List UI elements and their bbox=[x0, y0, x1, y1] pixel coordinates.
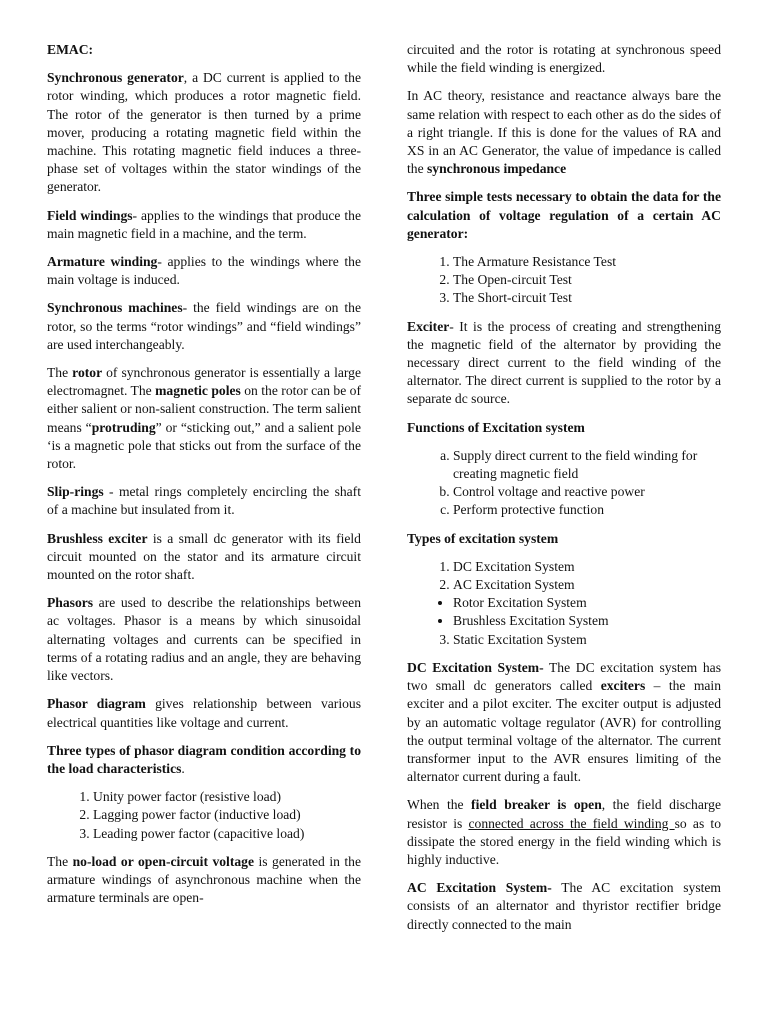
list-phasor-conditions bbox=[47, 788, 361, 843]
list-item: • Rotor Excitation System bbox=[453, 594, 721, 612]
paragraph-phasor-diagram: Phasor diagram gives relationship between various electrical quantities like voltage and current. bbox=[47, 696, 361, 730]
list-excitation-types bbox=[407, 558, 721, 649]
right-column bbox=[407, 41, 721, 944]
paragraph-ac-theory: In AC theory, resistance and reactance always bare the same relation with respect to each other as do the sides of a right triangle. If this is done for the values of RA and XS in an AC Generator, the value of impedance is called the synchronous impedance bbox=[407, 88, 721, 177]
paragraph-continuation: circuited and the rotor is rotating at synchronous speed while the field winding is energized. bbox=[407, 42, 721, 76]
paragraph-ac-excitation: AC Excitation System- The AC excitation system consists of an alternator and thyristor rectifier bridge directly connected to the main bbox=[407, 880, 721, 932]
heading-functions: Functions of Excitation system bbox=[407, 419, 585, 435]
list-types-bullets bbox=[407, 594, 721, 630]
list-item: 1. DC Excitation System bbox=[453, 558, 721, 576]
list-item: 2. Lagging power factor (inductive load) bbox=[93, 806, 361, 824]
list-types-part-b bbox=[407, 631, 721, 649]
list-item: 1. Unity power factor (resistive load) bbox=[93, 788, 361, 806]
paragraph-synchronous-generator: Synchronous generator, a DC current is applied to the rotor winding, which produces a rotor magnetic field. The rotor of the generator is then turned by a prime mover, producing a rotating magnetic field within the machine. This rotating magnetic field induces a three-phase set of voltages within the stator windings of the generator. bbox=[47, 70, 361, 195]
heading-types: Types of excitation system bbox=[407, 530, 559, 546]
list-item: • Brushless Excitation System bbox=[453, 612, 721, 630]
page-title: EMAC: bbox=[47, 42, 94, 57]
list-item: 3. Leading power factor (capacitive load) bbox=[93, 825, 361, 843]
list-item: c. Perform protective function bbox=[453, 501, 721, 519]
paragraph-field-breaker: When the field breaker is open, the field discharge resistor is connected across the field winding so as to dissipate the stored energy in the field winding which is highly inductive. bbox=[407, 797, 722, 867]
list-item: 3. The Short-circuit Test bbox=[453, 289, 721, 307]
paragraph-exciter: Exciter- It is the process of creating and strengthening the magnetic field of the alternator by providing the necessary direct current to the field winding of the alternator. The direct current is supplied to the rotor by a separate dc source. bbox=[407, 318, 721, 407]
list-item: 1. The Armature Resistance Test bbox=[453, 253, 721, 271]
list-item: 3. Static Excitation System bbox=[453, 631, 721, 649]
list-item: 2. The Open-circuit Test bbox=[453, 271, 721, 289]
left-column bbox=[47, 41, 361, 917]
paragraph-dc-excitation: DC Excitation System- The DC excitation system has two small dc generators called exciters – the main exciter and a pilot exciter. The exciter output is adjusted by an automatic voltage regulator (AVR) for controlling the output terminal voltage of the alternator. The current transformer input to the AVR ensures limiting of the alternator current during a fault. bbox=[407, 659, 721, 785]
list-item: a. Supply direct current to the field winding for creating magnetic field bbox=[453, 447, 721, 483]
heading-three-types: Three types of phasor diagram condition according to the load characteristics. bbox=[47, 742, 361, 776]
paragraph-slip-rings: Slip-rings - metal rings completely encircling the shaft of a machine but insulated from it. bbox=[47, 484, 361, 518]
paragraph-field-windings: Field windings- applies to the windings that produce the main magnetic field in a machine, and the term. bbox=[47, 207, 361, 241]
paragraph-no-load: The no-load or open-circuit voltage is generated in the armature windings of asynchronous machine when the armature terminals are open- bbox=[47, 853, 361, 906]
paragraph-armature-winding: Armature winding- applies to the windings where the main voltage is induced. bbox=[47, 254, 361, 288]
list-item: b. Control voltage and reactive power bbox=[453, 483, 721, 501]
paragraph-phasors: Phasors are used to describe the relationships between ac voltages. Phasor is a means by which sinusoidal alternating voltages and currents can be specified in terms of a rotating radius and an angle, they are behaving like vectors. bbox=[47, 595, 361, 684]
list-functions bbox=[407, 447, 721, 520]
paragraph-brushless-exciter: Brushless exciter is a small dc generator with its field circuit mounted on the stator and its armature circuit mounted on the rotor shaft. bbox=[47, 530, 361, 583]
list-types-part-a bbox=[407, 558, 721, 594]
heading-three-tests: Three simple tests necessary to obtain the data for the calculation of voltage regulation of a certain AC generator: bbox=[407, 189, 721, 241]
list-item: 2. AC Excitation System bbox=[453, 576, 721, 594]
list-tests bbox=[407, 253, 721, 308]
paragraph-synchronous-machines: Synchronous machines- the field windings are on the rotor, so the terms “rotor windings” and “field windings” are used interchangeably. bbox=[47, 300, 361, 352]
paragraph-rotor: The rotor of synchronous generator is essentially a large electromagnet. The magnetic poles on the rotor can be of either salient or non-salient construction. The term salient means “protruding” or “sticking out,” and a salient pole ‘is a magnetic pole that sticks out from the surface of the rotor. bbox=[47, 365, 361, 472]
